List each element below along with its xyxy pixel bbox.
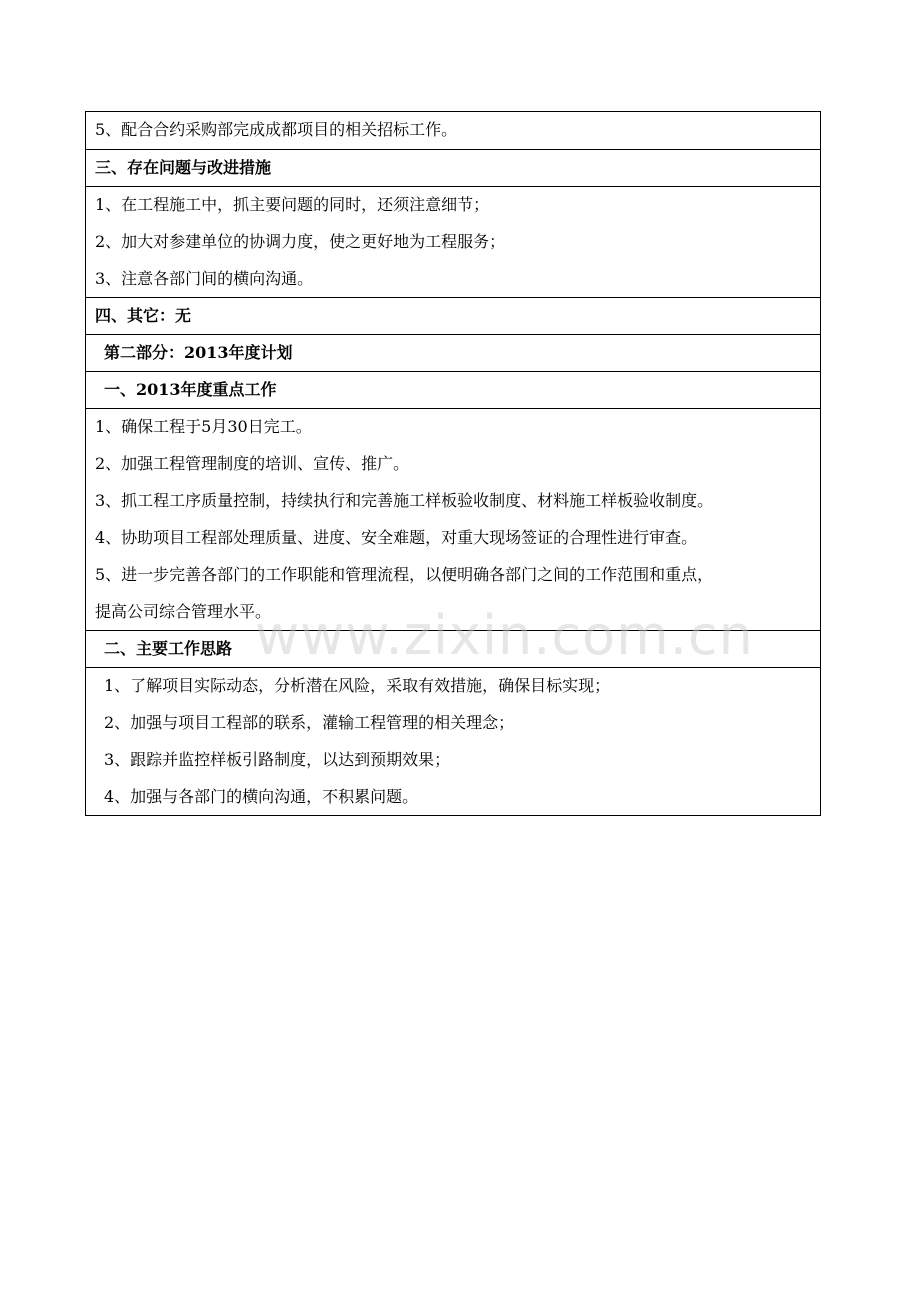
document-table [85,111,821,816]
plan-section2-heading-row [86,630,820,667]
section3-heading-row [86,149,820,186]
plan-section2-item-2: 2、加强与项目工程部的联系，灌输工程管理的相关理念； [104,713,515,732]
plan-section2-items-row [86,667,820,815]
plan-section2-heading: 二、主要工作思路 [104,639,233,658]
watermark: www.zixin.com.cn [255,604,754,667]
plan-section2-item-4: 4、加强与各部门的横向沟通，不积累问题。 [104,787,419,806]
plan-section1-item-3: 3、抓工程工序质量控制，持续执行和完善施工样板验收制度、材料施工样板验收制度。 [95,491,714,510]
section4-heading-row [86,297,820,334]
section3-item-3: 3、注意各部门间的横向沟通。 [95,269,314,288]
section3-item-1: 1、在工程施工中，抓主要问题的同时，还须注意细节； [95,195,490,214]
section1-item5-row [86,112,820,149]
section3-heading: 三、存在问题与改进措施 [95,158,272,177]
part2-heading-row [86,334,820,371]
plan-section1-item-5-continued: 提高公司综合管理水平。 [95,602,272,621]
section1-item5-text: 5、配合合约采购部完成成都项目的相关招标工作。 [95,120,458,139]
plan-section1-item-4: 4、协助项目工程部处理质量、进度、安全难题，对重大现场签证的合理性进行审查。 [95,528,698,547]
plan-section2-item-1: 1、了解项目实际动态，分析潜在风险，采取有效措施，确保目标实现； [104,676,611,695]
section3-items-row [86,186,820,297]
plan-section1-item-1: 1、确保工程于5月30日完工。 [95,417,312,436]
plan-section2-item-3: 3、跟踪并监控样板引路制度，以达到预期效果； [104,750,451,769]
section3-item-2: 2、加大对参建单位的协调力度，使之更好地为工程服务； [95,232,506,251]
plan-section1-heading-row [86,371,820,408]
plan-section1-heading: 一、2013年度重点工作 [104,380,277,399]
plan-section1-items-row [86,408,820,630]
plan-section1-item-5: 5、进一步完善各部门的工作职能和管理流程，以便明确各部门之间的工作范围和重点， [95,565,714,584]
plan-section1-item-2: 2、加强工程管理制度的培训、宣传、推广。 [95,454,410,473]
section4-heading: 四、其它：无 [95,306,192,325]
part2-heading: 第二部分：2013年度计划 [104,343,293,362]
